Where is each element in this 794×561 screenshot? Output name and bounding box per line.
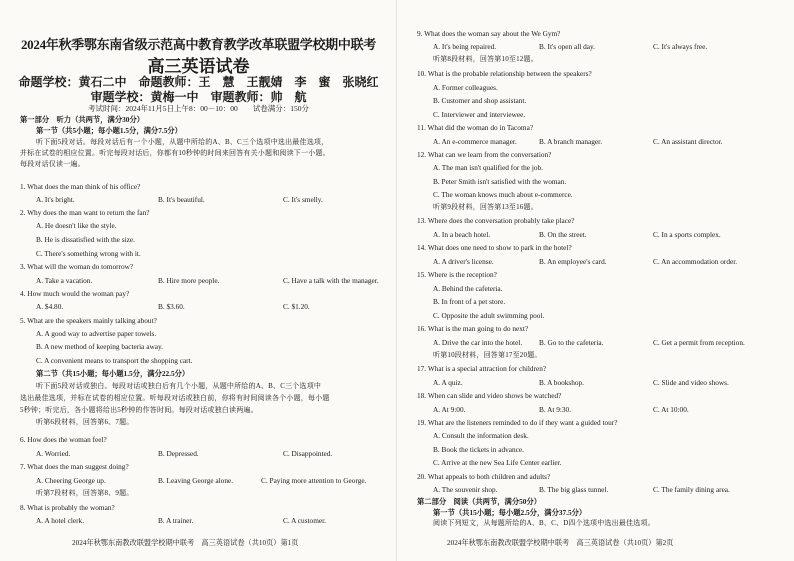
question-stem: 6. How does the woman feel?: [20, 435, 107, 444]
question-stem: 12. What can we learn from the conversation?: [417, 150, 552, 159]
listening-note: 听第6段材料，回答第6、7题。: [36, 418, 134, 426]
option-c[interactable]: C. In a sports complex.: [653, 230, 721, 239]
option-b[interactable]: B. A new method of keeping bacteria away.: [36, 342, 163, 351]
option-b[interactable]: B. An employee's card.: [539, 257, 607, 266]
listening-note: 听第7段材料，回答第8、9题。: [36, 489, 134, 497]
option-a[interactable]: A. At 9:00.: [433, 405, 466, 414]
exam-info-line: 考试时间：2024年11月5日上午8：00－10：00 试卷满分：150分: [88, 104, 309, 113]
question-stem: 16. What is the man going to do next?: [417, 324, 529, 333]
option-c[interactable]: C. An assistant director.: [653, 137, 723, 146]
option-c[interactable]: C. The woman knows much about e-commerce.: [433, 190, 573, 199]
option-b[interactable]: B. Hire more people.: [158, 276, 220, 285]
reading-instructions: 阅读下列短文，从每题所给的A、B、C、D四个选项中选出最佳选项。: [433, 519, 655, 527]
section2-part1-title: 第一节（共15小题；每小题2.5分，满分37.5分）: [433, 508, 587, 517]
part1-instructions: 并标在试卷的相应位置。听完每段对话后，你都有10秒钟的时间来回答有关小题和阅读下一小题。: [20, 149, 330, 157]
option-c[interactable]: C. A convenient means to transport the shopping cart.: [36, 356, 193, 365]
footer-page-1: 2024年秋鄂东南教改联盟学校期中联考 高三英语试卷（共10页）第1页: [72, 539, 299, 547]
option-b[interactable]: B. He is dissatisfied with the size.: [36, 235, 135, 244]
option-c[interactable]: C. $1.20.: [283, 302, 310, 311]
question-stem: 10. What is the probable relationship between the speakers?: [417, 69, 592, 78]
option-b[interactable]: B. A bookshop.: [539, 378, 585, 387]
question-stem: 3. What will the woman do tomorrow?: [20, 262, 134, 271]
option-b[interactable]: B. Peter Smith isn't satisfied with the woman.: [433, 177, 567, 186]
option-b[interactable]: B. Depressed.: [158, 449, 199, 458]
question-stem: 4. How much would the woman pay?: [20, 289, 130, 298]
option-a[interactable]: A. It's being repaired.: [433, 42, 497, 51]
footer-page-2: 2024年秋鄂东南教改联盟学校期中联考 高三英语试卷（共10页）第2页: [447, 539, 674, 547]
option-c[interactable]: C. Paying more attention to George.: [261, 476, 367, 485]
option-a[interactable]: A. Worried.: [36, 449, 71, 458]
question-stem: 18. When can slide and video shows be watched?: [417, 391, 562, 400]
question-stem: 13. Where does the conversation probably take place?: [417, 216, 575, 225]
question-stem: 1. What does the man think of his office?: [20, 182, 141, 191]
option-a[interactable]: A. A driver's license.: [433, 257, 494, 266]
option-a[interactable]: A. He doesn't like the style.: [36, 221, 117, 230]
section1-part2-title: 第二节（共15小题；每小题1.5分，满分22.5分）: [36, 369, 190, 378]
option-a[interactable]: A. $4.80.: [36, 302, 64, 311]
part2-instructions: 听下面5段对话或独白。每段对话或独白后有几个小题，从题中所给的A、B、C三个选项中: [36, 382, 322, 390]
option-a[interactable]: A. Take a vacation.: [36, 276, 93, 285]
option-b[interactable]: B. At 9:30.: [539, 405, 572, 414]
option-a[interactable]: A. Consult the information desk.: [433, 431, 529, 440]
option-a[interactable]: A. The souvenir shop.: [433, 485, 498, 494]
option-b[interactable]: B. Book the tickets in advance.: [433, 445, 524, 454]
option-c[interactable]: C. Opposite the adult swimming pool.: [433, 311, 545, 320]
listening-note: 听第9段材料，回答第13至16题。: [433, 203, 538, 211]
option-c[interactable]: C. A customer.: [283, 516, 326, 525]
question-stem: 9. What does the woman say about the We Gym?: [417, 29, 561, 38]
part1-instructions: 每段对话仅读一遍。: [20, 160, 85, 168]
section1-part1-title: 第一节（共5小题；每小题1.5分，满分7.5分）: [36, 126, 182, 135]
option-b[interactable]: B. A branch manager.: [539, 137, 603, 146]
part1-instructions: 听下面5段对话。每段对话后有一个小题，从题中所给的A、B、C三个选项中选出最佳选项，: [36, 138, 329, 146]
option-c[interactable]: C. There's something wrong with it.: [36, 249, 141, 258]
section2-title: 第二部分 阅读（共两节，满分50分）: [417, 497, 542, 506]
option-b[interactable]: B. The big glass tunnel.: [539, 485, 609, 494]
question-stem: 15. Where is the reception?: [417, 270, 497, 279]
option-a[interactable]: A. A good way to advertise paper towels.: [36, 329, 157, 338]
option-b[interactable]: B. Leaving George alone.: [158, 476, 234, 485]
question-stem: 11. What did the woman do in Tacoma?: [417, 123, 534, 132]
option-c[interactable]: C. At 10:00.: [653, 405, 689, 414]
option-b[interactable]: B. Go to the cafeteria.: [539, 338, 604, 347]
exam-page-2: [397, 0, 794, 561]
option-c[interactable]: C. Interviewer and interviewee.: [433, 110, 526, 119]
question-stem: 8. What is probably the woman?: [20, 503, 115, 512]
option-b[interactable]: B. It's open all day.: [539, 42, 595, 51]
option-a[interactable]: A. A quiz.: [433, 378, 463, 387]
listening-note: 听第8段材料，回答第10至12题。: [433, 55, 538, 63]
question-stem: 19. What are the listeners reminded to do if they want a guided tour?: [417, 418, 618, 427]
option-c[interactable]: C. It's always free.: [653, 42, 708, 51]
question-stem: 17. What is a special attraction for children?: [417, 364, 547, 373]
option-a[interactable]: A. It's bright.: [36, 195, 75, 204]
option-a[interactable]: A. Drive the car into the hotel.: [433, 338, 523, 347]
listening-note: 听第10段材料，回答第17至20题。: [433, 351, 542, 359]
exam-title-line1: 2024年秋季鄂东南省级示范高中教育教学改革联盟学校期中联考: [20, 37, 376, 52]
option-b[interactable]: B. $3.60.: [158, 302, 185, 311]
question-stem: 5. What are the speakers mainly talking about?: [20, 316, 157, 325]
option-c[interactable]: C. Have a talk with the manager.: [283, 276, 379, 285]
question-stem: 14. What does one need to show to park in the hotel?: [417, 243, 572, 252]
option-a[interactable]: A. The man isn't qualified for the job.: [433, 163, 544, 172]
reviewers-line: 审题学校：黄梅一中 审题教师：帅 航: [90, 90, 307, 104]
part2-instructions: 选出最佳选项，并标在试卷的相应位置。听每段对话或独白前，你将有时间阅读各个小题，每小题: [20, 394, 330, 402]
question-stem: 7. What does the man suggest doing?: [20, 462, 129, 471]
option-b[interactable]: B. On the street.: [539, 230, 587, 239]
option-a[interactable]: A. Cheering George up.: [36, 476, 106, 485]
option-a[interactable]: A. Behind the cafeteria.: [433, 284, 503, 293]
question-stem: 2. Why does the man want to return the fan?: [20, 208, 150, 217]
option-c[interactable]: C. Disappointed.: [283, 449, 333, 458]
option-c[interactable]: C. An accommodation order.: [653, 257, 738, 266]
option-a[interactable]: A. In a beach hotel.: [433, 230, 491, 239]
option-c[interactable]: C. Arrive at the new Sea Life Center earlier.: [433, 458, 562, 467]
option-c[interactable]: C. The family dining area.: [653, 485, 730, 494]
option-c[interactable]: C. It's smelly.: [283, 195, 323, 204]
option-a[interactable]: A. A hotel clerk.: [36, 516, 85, 525]
section1-title: 第一部分 听力（共两节，满分30分）: [20, 115, 145, 124]
option-b[interactable]: B. A trainer.: [158, 516, 194, 525]
question-stem: 20. What appeals to both children and adults?: [417, 472, 551, 481]
option-a[interactable]: A. Former colleagues.: [433, 83, 498, 92]
proposers-line: 命题学校：黄石二中 命题教师：王 慧 王靓婧 李 蜜 张晓红: [18, 75, 379, 89]
option-b[interactable]: B. It's beautiful.: [158, 195, 205, 204]
option-b[interactable]: B. In front of a pet store.: [433, 297, 506, 306]
option-c[interactable]: C. Get a permit from reception.: [653, 338, 745, 347]
exam-title: 高三英语试卷: [147, 57, 250, 76]
option-c[interactable]: C. Slide and video shows.: [653, 378, 729, 387]
option-a[interactable]: A. An e-commerce manager.: [433, 137, 517, 146]
part2-instructions: 5秒钟；听完后，各小题将给出5秒钟的作答时间。每段对话或独白读两遍。: [20, 406, 258, 414]
option-b[interactable]: B. Customer and shop assistant.: [433, 96, 527, 105]
